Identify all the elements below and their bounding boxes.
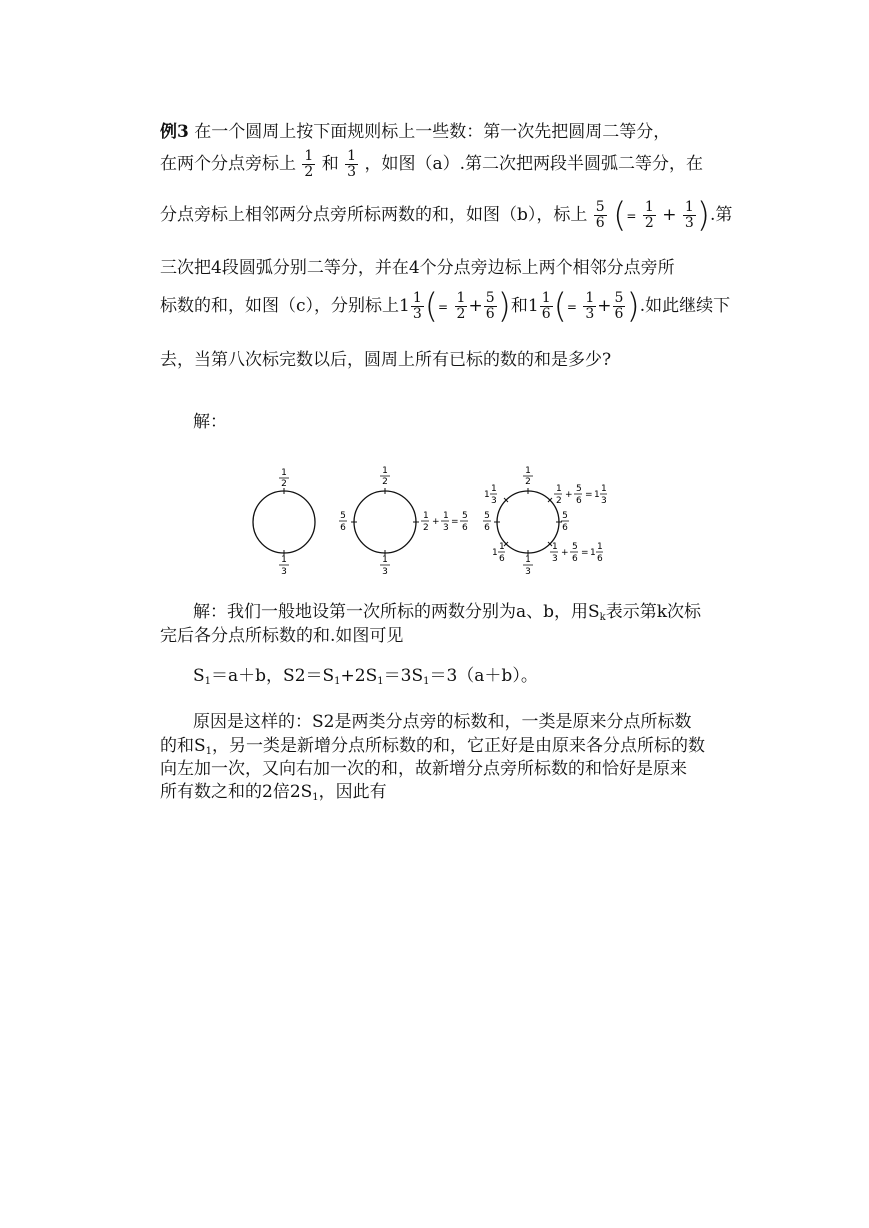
svg-text:1: 1	[499, 542, 505, 552]
svg-text:6: 6	[499, 554, 505, 564]
reason-line-1: 原因是这样的：S2是两类分点旁的标数和，一类是原来分点所标数	[193, 712, 692, 732]
problem-line-3: 分点旁标上相邻两分点旁所标两数的和，如图（b），标上 $\frac{5}{6}$ (= $\frac{1}{2}$ + $\frac{1}{3}$ ).第	[160, 195, 733, 236]
svg-text:=: =	[585, 490, 593, 500]
svg-text:1: 1	[552, 542, 558, 552]
equation-line: $S_1=a+b$，$S2=S_1+2S_1=3S_1=3(a+b)$。	[193, 666, 538, 687]
solution-label: 解：	[193, 412, 227, 432]
svg-text:1: 1	[597, 542, 603, 552]
svg-text:+: +	[432, 517, 440, 527]
circle-figures	[240, 462, 640, 577]
svg-text:3: 3	[601, 496, 607, 506]
reason-line-2: 的和$S_1$，另一类是新增分点所标数的和，它正好是由原来各分点所标的数	[160, 736, 706, 757]
svg-text:6: 6	[484, 523, 490, 533]
svg-text:2: 2	[423, 523, 429, 533]
svg-text:3: 3	[443, 523, 449, 533]
problem-line-6: 去，当第八次标完数以后，圆周上所有已标的数的和是多少?	[160, 350, 612, 370]
circle-b	[354, 491, 416, 553]
svg-text:3: 3	[552, 554, 558, 564]
svg-text:1: 1	[556, 484, 562, 494]
svg-text:3: 3	[525, 567, 531, 577]
circle-a	[253, 491, 315, 553]
svg-text:+: +	[565, 490, 573, 500]
svg-text:3: 3	[491, 496, 497, 506]
solution-line-1: 解：我们一般地设第一次所标的两数分别为a、b，用$S_k$表示第k次标	[193, 602, 702, 623]
label-a-bottom-num: 1	[281, 555, 287, 565]
svg-text:1: 1	[423, 511, 429, 521]
svg-text:6: 6	[562, 523, 568, 533]
solution-line-2: 完后各分点所标数的和.如图可见	[160, 626, 404, 646]
svg-text:6: 6	[572, 554, 578, 564]
svg-text:1: 1	[443, 511, 449, 521]
svg-text:1: 1	[484, 490, 490, 500]
svg-text:2: 2	[382, 477, 388, 487]
problem-line-4: 三次把4段圆弧分别二等分，并在4个分点旁边标上两个相邻分点旁所	[160, 258, 675, 278]
svg-text:1: 1	[594, 490, 600, 500]
svg-text:2: 2	[556, 496, 562, 506]
problem-line-5: 标数的和，如图（c），分别标上1 $\frac{1}{3}$ (= $\frac{1}{2}$ + $\frac{5}{6}$ )和1 $\frac{1}{6}$ (= $\frac{1}{3}$ + $\frac{5}{6}$ ).如此继续下	[160, 286, 731, 327]
svg-text:2: 2	[525, 477, 531, 487]
fraction-five-sixths: $\frac{5}{6}$	[595, 199, 605, 231]
svg-text:1: 1	[590, 548, 596, 558]
svg-text:2: 2	[281, 479, 287, 489]
fraction-one-half: $\frac{1}{2}$	[304, 148, 314, 180]
problem-line-2: 在两个分点旁标上 $\frac{1}{2}$ 和 $\frac{1}{3}$ ，如图（a）.第二次把两段半圆弧二等分，在	[160, 148, 704, 180]
svg-text:1: 1	[525, 466, 531, 476]
reason-line-4: 所有数之和的2倍$2S_1$，因此有	[160, 782, 387, 803]
svg-text:6: 6	[597, 554, 603, 564]
svg-text:6: 6	[576, 496, 582, 506]
reason-line-3: 向左加一次，又向右加一次的和，故新增分点旁所标数的和恰好是原来	[160, 759, 687, 779]
problem-line-1: 例3 在一个圆周上按下面规则标上一些数：第一次先把圆周二等分，	[160, 122, 671, 142]
svg-text:1: 1	[382, 555, 388, 565]
example-label: 例3	[160, 122, 189, 142]
svg-text:6: 6	[340, 523, 346, 533]
svg-text:5: 5	[340, 511, 346, 521]
svg-text:+: +	[561, 548, 569, 558]
label-a-top-num: 1	[281, 468, 287, 478]
svg-text:=: =	[451, 517, 459, 527]
svg-text:6: 6	[462, 523, 468, 533]
svg-text:5: 5	[484, 511, 490, 521]
svg-text:1: 1	[491, 484, 497, 494]
svg-text:5: 5	[572, 542, 578, 552]
svg-text:5: 5	[562, 511, 568, 521]
svg-text:1: 1	[525, 555, 531, 565]
svg-text:=: =	[581, 548, 589, 558]
fraction-one-third: $\frac{1}{3}$	[347, 148, 357, 180]
svg-text:5: 5	[462, 511, 468, 521]
svg-text:1: 1	[382, 466, 388, 476]
svg-text:5: 5	[576, 484, 582, 494]
svg-text:3: 3	[281, 567, 287, 577]
svg-text:1: 1	[492, 548, 498, 558]
svg-text:3: 3	[382, 567, 388, 577]
svg-text:1: 1	[601, 484, 607, 494]
